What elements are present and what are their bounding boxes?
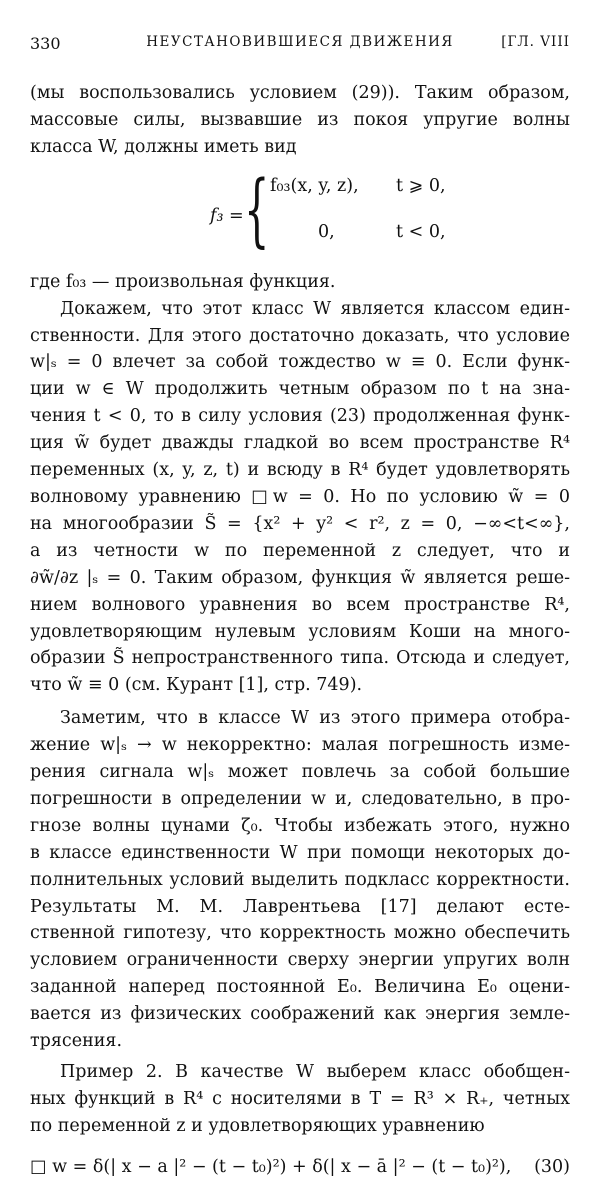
text-line: переменных (x, y, z, t) и всюду в R⁴ будет удовлетворять xyxy=(30,460,570,481)
text-line: трясения. xyxy=(30,1031,123,1052)
text-line: условием ограниченности сверху энергии упругих волн xyxy=(30,950,570,971)
paragraph-example-2 xyxy=(30,1059,570,1140)
equation-30 xyxy=(30,1154,570,1184)
intro-paragraph xyxy=(30,80,570,161)
page-body xyxy=(30,80,570,1184)
running-header xyxy=(30,34,570,58)
formula-case2-cond: t < 0, xyxy=(396,221,446,242)
text-line: Докажем, что этот класс W является классом един- xyxy=(60,298,570,319)
text-line: чения t < 0, то в силу условия (23) продолженная функ- xyxy=(30,406,570,427)
paragraph-uniqueness-proof xyxy=(30,296,570,700)
text-line: Пример 2. В качестве W выберем класс обобщен- xyxy=(60,1062,570,1082)
formula-case1-expr: f₀₃(x, y, z), xyxy=(270,175,359,196)
text-line: нием волнового уравнения во всем пространстве R⁴, xyxy=(30,594,570,615)
formula-case1-cond: t ⩾ 0, xyxy=(396,175,446,196)
piecewise-formula xyxy=(30,161,570,269)
formula-lhs: f₃ = xyxy=(210,205,244,226)
text-line: где f₀₃ — произвольная функция. xyxy=(30,271,336,292)
text-line: гнозе волны цунами ζ₀. Чтобы избежать этого, нужно xyxy=(30,815,570,836)
text-line: Заметим, что в классе W из этого примера отобра- xyxy=(60,708,570,729)
text-line: полнительных условий выделить подкласс корректности. xyxy=(30,869,570,890)
text-line: удовлетворяющим нулевым условиям Коши на много- xyxy=(30,621,570,642)
text-line: ственной гипотезу, что корректность можно обеспечить xyxy=(30,923,570,944)
paragraph-correctness xyxy=(30,705,570,1055)
text-line: образии S̃ непространственного типа. Отсюда и следует, xyxy=(30,648,570,669)
text-line: Результаты М. М. Лаврентьева [17] делают есте- xyxy=(30,896,570,917)
formula-case2-expr: 0, xyxy=(318,221,335,242)
text-line: в классе единственности W при помощи некоторых до- xyxy=(30,842,570,863)
page-number: 330 xyxy=(30,34,61,53)
text-line: ственности. Для этого достаточно доказать, что условие xyxy=(30,325,570,346)
text-line: на многообразии S̃ = {x² + y² < r², z = 0, −∞<t<∞}, xyxy=(30,513,570,534)
equation-30-body: □ w = δ(| x − a |² − (t − t₀)²) + δ(| x − ā |² − (t − t₀)²), xyxy=(30,1156,512,1177)
text-line: жение w|ₛ → w некорректно: малая погрешность изме- xyxy=(30,735,570,756)
text-line: массовые силы, вызвавшие из покоя упругие волны xyxy=(30,109,570,130)
text-line: w|ₛ = 0 влечет за собой тождество w ≡ 0. Если функ- xyxy=(30,352,570,373)
running-title: НЕУСТАНОВИВШИЕСЯ ДВИЖЕНИЯ xyxy=(146,34,454,50)
text-line: что w̃ ≡ 0 (см. Курант [1], стр. 749). xyxy=(30,675,363,696)
text-line: по переменной z и удовлетворяющих уравнению xyxy=(30,1115,485,1136)
text-line: ∂w̃/∂z |ₛ = 0. Таким образом, функция w̃ является реше- xyxy=(30,567,570,588)
text-line: класса W, должны иметь вид xyxy=(30,136,297,157)
formula-brace: { xyxy=(244,162,270,256)
text-line: а из четности w по переменной z следует, что и xyxy=(30,540,570,561)
text-line: рения сигнала w|ₛ может повлечь за собой большие xyxy=(30,762,570,783)
text-line: заданной наперед постоянной E₀. Величина E₀ оцени- xyxy=(30,977,570,998)
text-line: погрешности в определении w и, следовательно, в про- xyxy=(30,788,570,809)
text-line: (мы воспользовались условием (29)). Таким образом, xyxy=(30,83,570,103)
text-line: ция w̃ будет дважды гладкой во всем пространстве R⁴ xyxy=(30,433,570,454)
text-line: волновому уравнению □w = 0. Но по условию w̃ = 0 xyxy=(30,486,570,507)
text-line: ции w ∈ W продолжить четным образом по t на зна- xyxy=(30,379,570,400)
text-line: вается из физических соображений как энергия земле- xyxy=(30,1004,570,1025)
chapter-label: [ГЛ. VIII xyxy=(501,34,570,50)
text-line: ных функций в R⁴ с носителями в T = R³ × R₊, четных xyxy=(30,1088,570,1109)
equation-30-number: (30) xyxy=(534,1156,570,1177)
